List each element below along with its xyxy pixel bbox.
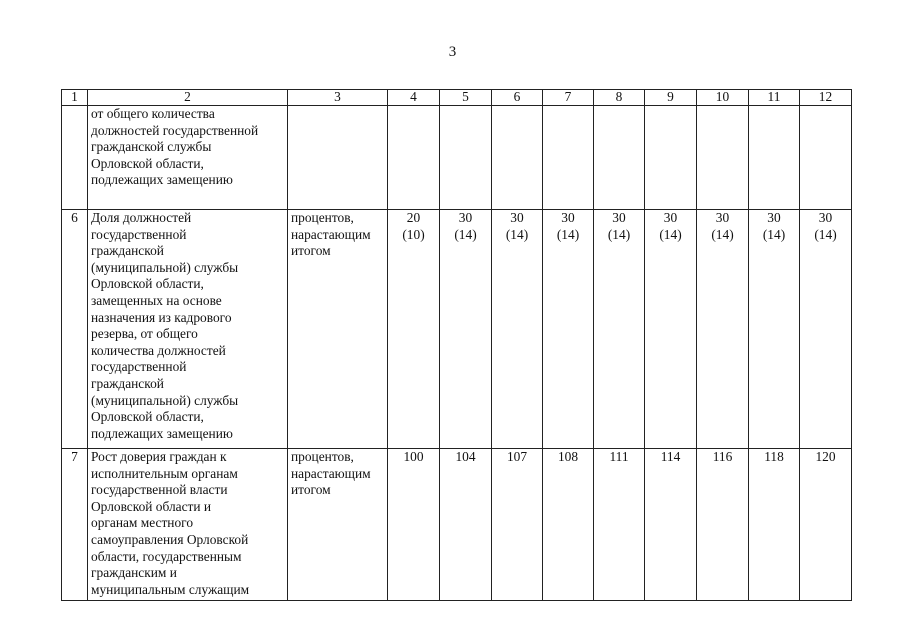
column-header: 12 [800,90,852,106]
value-cell [440,449,492,601]
value-line: 108 [557,449,579,464]
value-line: 30 [767,210,781,225]
value-line: 30 [458,210,473,225]
column-header: 10 [697,90,749,106]
indicator-name-line: подлежащих замещению [91,172,233,188]
indicator-name-line: должностей государственной [91,122,259,138]
header-row [62,90,852,106]
column-header: 6 [492,90,543,106]
value-cell [800,106,852,210]
column-header: 4 [388,90,440,106]
value-line: 116 [712,449,733,464]
column-header: 3 [288,90,388,106]
indicator-name-line: от общего количества [91,106,215,121]
value-cell [645,449,697,601]
indicator-name-line: органам местного [91,515,194,531]
indicator-name-line: государственной [91,226,187,242]
value-line: 30 [510,210,524,225]
indicator-name [88,210,288,449]
indicator-name-line: гражданской [91,375,164,391]
value-cell [800,210,852,449]
column-header: 8 [594,90,645,106]
value-cell [645,106,697,210]
value-cell [492,449,543,601]
value-line: 30 [715,210,730,225]
table-row [62,210,852,449]
row-number: 6 [62,210,88,449]
unit-cell [288,210,388,449]
value-cell [749,210,800,449]
value-line: (14) [711,226,734,242]
value-line: (14) [814,226,837,242]
value-cell [800,449,852,601]
value-line: (14) [762,226,786,242]
indicator-name-line: гражданским и [91,565,177,581]
unit-line: процентов, [291,449,354,464]
indicator-name-line: государственной власти [91,482,228,498]
value-cell [749,449,800,601]
value-cell [543,210,594,449]
value-line: 100 [403,449,424,464]
column-header: 1 [62,90,88,106]
value-line: (10) [402,226,425,242]
indicator-name-line: Доля должностей [91,210,192,225]
value-cell [388,449,440,601]
indicator-name-line: назначения из кадрового [91,309,232,325]
value-cell [440,210,492,449]
value-cell [492,210,543,449]
value-line: 114 [660,449,681,464]
indicator-name-line: подлежащих замещению [91,425,233,441]
indicator-name-line: гражданской [91,243,164,259]
value-line: 30 [818,210,833,225]
value-cell [388,106,440,210]
value-cell [594,106,645,210]
value-cell [543,449,594,601]
table-row [62,106,852,210]
value-line: 20 [406,210,421,225]
indicator-name-line: Орловской области, [91,409,204,425]
value-cell [543,106,594,210]
value-cell [440,106,492,210]
unit-cell [288,449,388,601]
page-number: 3 [448,44,457,60]
indicator-name-line: резерва, от общего [91,326,198,342]
value-line: (14) [556,226,580,242]
column-header: 2 [88,90,288,106]
indicator-name-line: государственной [91,359,187,375]
indicator-name-line: (муниципальной) службы [91,259,239,275]
indicator-name-line: гражданской службы [91,139,212,155]
unit-line: нарастающим [291,226,371,242]
unit-cell [288,106,388,210]
indicator-name-line: Орловской области, [91,276,204,292]
value-line: (14) [659,226,682,242]
row-number [62,106,88,210]
indicator-name-line: Орловской области, [91,155,204,171]
indicators-table [61,89,852,601]
indicator-name-line: исполнительным органам [91,465,238,481]
value-cell [594,210,645,449]
indicator-name-line: области, государственным [91,548,242,564]
indicator-name [88,106,288,210]
value-line: 111 [609,449,629,464]
indicator-name-line: замещенных на основе [91,292,222,308]
indicator-name-line: муниципальным служащим [91,581,250,597]
indicator-name-line: количества должностей [91,342,226,358]
column-header: 7 [543,90,594,106]
value-cell [697,449,749,601]
value-cell [645,210,697,449]
value-cell [749,106,800,210]
unit-line: процентов, [291,210,354,225]
value-cell [594,449,645,601]
table-row [62,449,852,601]
value-cell [492,106,543,210]
value-line: 30 [561,210,575,225]
value-cell [697,106,749,210]
unit-line: нарастающим [291,465,371,481]
value-line: 30 [612,210,626,225]
column-header: 9 [645,90,697,106]
column-header: 5 [440,90,492,106]
value-line: (14) [607,226,631,242]
indicator-name-line: Орловской области и [91,498,212,514]
indicator-name [88,449,288,601]
value-cell [697,210,749,449]
value-line: 104 [455,449,476,464]
indicator-name-line: (муниципальной) службы [91,392,239,408]
unit-line: итогом [291,243,331,259]
row-number: 7 [62,449,88,601]
value-cell [388,210,440,449]
value-line: 118 [764,449,784,464]
unit-line: итогом [291,482,331,498]
value-line: 107 [506,449,528,464]
column-header: 11 [749,90,800,106]
value-line: 120 [815,449,836,464]
indicator-name-line: Рост доверия граждан к [91,449,227,464]
value-line: (14) [505,226,529,242]
indicator-name-line: самоуправления Орловской [91,531,249,547]
value-line: (14) [454,226,477,242]
value-line: 30 [663,210,678,225]
